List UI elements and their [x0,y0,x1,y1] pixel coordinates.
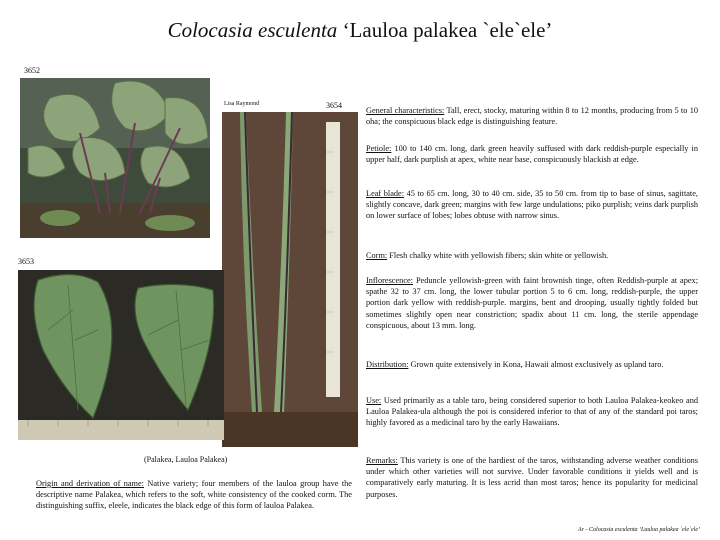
section-text: This variety is one of the hardiest of the taros, withstanding adverse weather conditions under which other varieties will not survive. Under favorable conditions it yields well and is comparatively early maturing. It is less acrid than most taros; hence its popularity for medicinal purposes. [366,456,698,499]
section-text: Grown quite extensively in Kona, Hawaii almost exclusively as upland taro. [408,360,664,369]
origin-text: Native variety; four members of the lauloa group have the descriptive name Palakea, which refers to the soft, white consistency of the cooked corm. The distinguishing suffix, eleele, indicates the black edge of this form of lauloa Palakea. [36,479,352,511]
section-petiole [366,143,698,165]
section-heading: Use: [366,396,382,405]
photo-caption: (Palakea, Lauloa Palakea) [144,455,228,464]
section-text: 45 to 65 cm. long, 30 to 40 cm. side, 35 to 50 cm. from tip to base of sinus, sagittate, slightly concave, dark green; margins with few large undulations; piko purplish; veins dark purplish on lower surface of lobes; lobes obtuse with narrow sinus. [366,189,698,221]
section-corm [366,250,698,261]
photo-number-bottom-left: 3653 [18,257,34,266]
origin-paragraph [36,478,352,512]
section-text: Tall, erect, stocky, maturing within 8 to 12 months, producing from 5 to 10 oha; the conspicuous black edge is distinguishing feature. [366,106,698,127]
section-text: 100 to 140 cm. long, dark green heavily suffused with dark reddish-purple especially in upper half, dark purplish at apex, white near base, conspicuously blackish at edge. [366,144,698,165]
section-heading: Inflorescence: [366,276,413,285]
origin-heading: Origin and derivation of name: [36,479,144,488]
section-general [366,105,698,127]
section-heading: Petiole: [366,144,392,153]
photo-taro-leaves [18,270,224,440]
photo-number-top-left: 3652 [24,66,40,75]
section-remarks [366,455,698,500]
photo-petioles [222,112,358,447]
photo-taro-plants [20,78,210,238]
section-heading: Remarks: [366,456,398,465]
section-heading: Leaf blade: [366,189,405,198]
section-distribution [366,359,698,370]
species-name: Colocasia esculenta [167,18,338,42]
section-heading: General characteristics: [366,106,445,115]
section-inflorescence [366,275,698,331]
section-heading: Corm: [366,251,388,260]
page-title [0,18,720,43]
photo-credit: Lisa Raymond [224,101,260,107]
photo-number-middle: 3654 [326,101,342,110]
section-leaf-blade [366,188,698,222]
section-text: Used primarily as a table taro, being considered superior to both Lauloa Palakea-keokeo and Lauloa Palakea-ula although the poi is considered inferior to that of any of the standard poi taros; highly favored as a medicinal taro by the early Hawaiians. [366,396,698,428]
section-text: Peduncle yellowish-green with faint brownish tinge, often Reddish-purple at apex; spathe 32 to 37 cm. long, the lower tubular portion 5 to 6 cm. long, reddish-purple, the upper portion dark yellow with reddish-purple. margins, bent and drooping, usually tightly folded but sometimes slightly open near constriction; spadix about 11 cm. long, the sterile appendage conspicuous, about 13 mm. long. [366,276,698,330]
section-text: Flesh chalky white with yellowish fibers; skin white or yellowish. [387,251,609,260]
page-footer: Ar - Colocasia esculenta ‘Lauloa palakea `ele`ele’ [578,527,700,533]
cultivar-name: ‘Lauloa palakea `ele`ele’ [337,18,553,42]
section-use [366,395,698,429]
section-heading: Distribution: [366,360,409,369]
